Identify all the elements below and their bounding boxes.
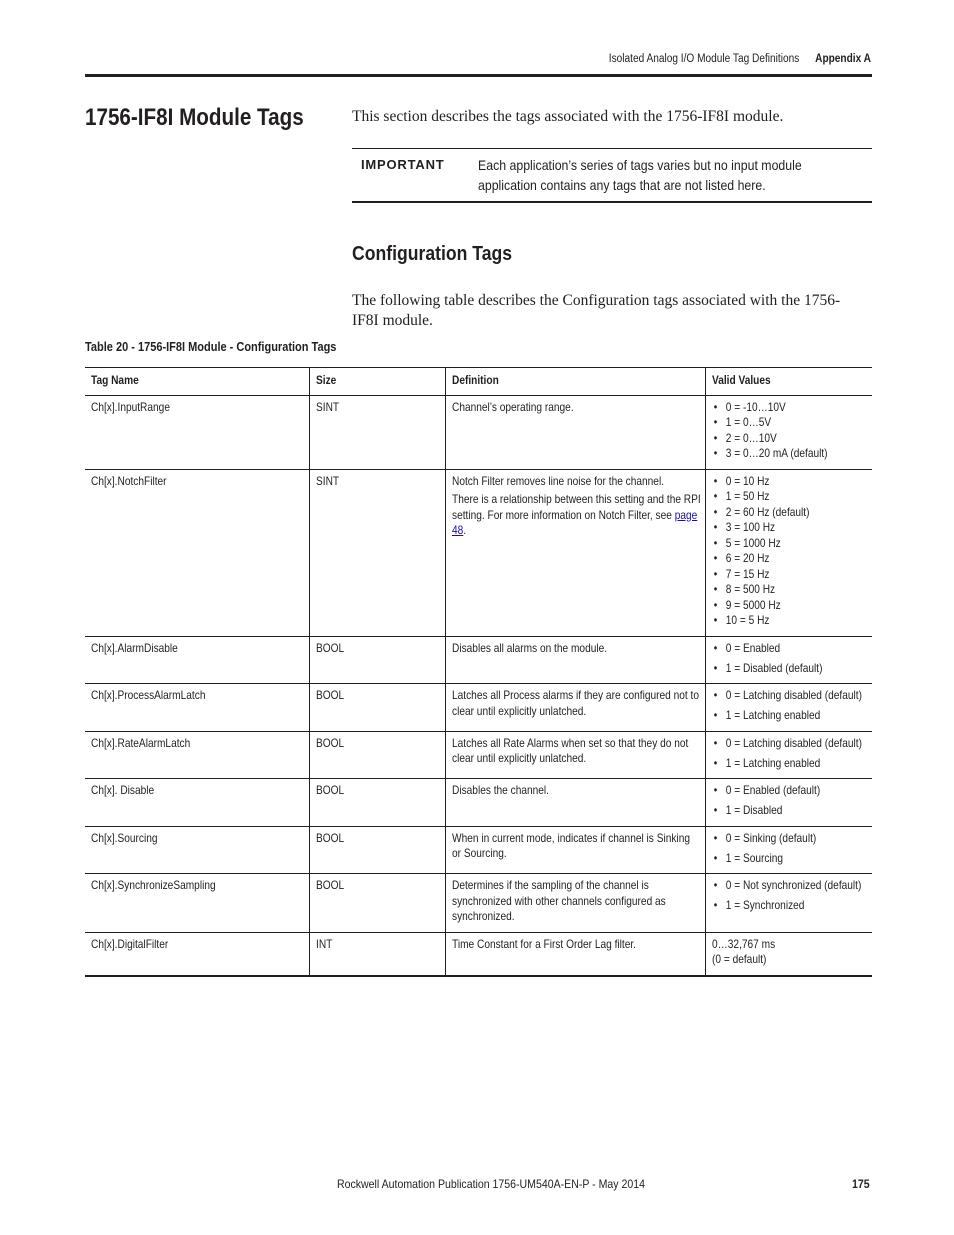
tag-name-cell: Ch[x].Sourcing xyxy=(85,826,309,874)
valid-value-item: • 0 = Enabled (default) xyxy=(712,783,884,799)
definition-cell: Latches all Process alarms if they are configured not to clear until explicitly unlatched. xyxy=(445,684,705,732)
definition-cell: Notch Filter removes line noise for the channel. There is a relationship between this setting and the RPI setting. For more information on Notch Filter, see page 48. xyxy=(445,469,705,636)
tag-name-cell: Ch[x].InputRange xyxy=(85,395,309,469)
definition-cell: Disables all alarms on the module. xyxy=(445,636,705,684)
valid-value-item: • 0 = Sinking (default) xyxy=(712,831,884,847)
column-header: Tag Name xyxy=(85,368,309,396)
table-row xyxy=(85,395,872,469)
size-cell: BOOL xyxy=(309,826,445,874)
column-header: Size xyxy=(309,368,445,396)
valid-values-cell xyxy=(705,636,872,684)
table-row xyxy=(85,636,872,684)
definition-cell: When in current mode, indicates if channel is Sinking or Sourcing. xyxy=(445,826,705,874)
valid-value-item: • 1 = Synchronized xyxy=(712,898,884,914)
intro-paragraph: This section describes the tags associated with the 1756-IF8I module. xyxy=(352,108,784,125)
valid-value-item: • 1 = 50 Hz xyxy=(712,489,884,505)
size-cell: BOOL xyxy=(309,779,445,827)
tag-name-cell: Ch[x].NotchFilter xyxy=(85,469,309,636)
valid-value-item: • 5 = 1000 Hz xyxy=(712,536,884,552)
table-caption: Table 20 - 1756-IF8I Module - Configuration Tags xyxy=(85,340,337,354)
definition-cell: Time Constant for a First Order Lag filter. xyxy=(445,932,705,976)
valid-value-item: 0…32,767 ms xyxy=(711,936,775,951)
valid-values-cell xyxy=(705,469,872,636)
table-header-row xyxy=(85,368,872,396)
important-text: Each application’s series of tags varies but no input module application contains any tags that are not listed here. xyxy=(478,157,802,193)
page-title: 1756-IF8I Module Tags xyxy=(85,104,304,131)
section-heading: Configuration Tags xyxy=(352,243,513,265)
tag-name-cell: Ch[x].DigitalFilter xyxy=(85,932,309,976)
header-section-title: Isolated Analog I/O Module Tag Definitions xyxy=(608,53,800,65)
size-cell: BOOL xyxy=(309,874,445,933)
valid-value-item: • 10 = 5 Hz xyxy=(712,613,884,629)
footer-publication: Rockwell Automation Publication 1756-UM540A-EN-P - May 2014 xyxy=(337,1177,645,1191)
valid-value-item: • 8 = 500 Hz xyxy=(712,582,884,598)
valid-value-item: • 2 = 0…10V xyxy=(712,431,884,447)
table-row xyxy=(85,932,872,976)
valid-values-cell xyxy=(705,395,872,469)
table-row xyxy=(85,469,872,636)
page-reference-link[interactable]: page 48 xyxy=(451,507,697,537)
valid-value-item: • 3 = 0…20 mA (default) xyxy=(712,446,884,462)
valid-value-item: • 0 = -10…10V xyxy=(712,400,884,416)
valid-value-item: • 0 = Latching disabled (default) xyxy=(712,736,884,752)
valid-values-cell xyxy=(705,779,872,827)
running-header xyxy=(609,53,871,65)
valid-value-item: • 1 = 0…5V xyxy=(712,415,884,431)
valid-value-item: • 0 = Enabled xyxy=(712,641,884,657)
valid-value-item: • 7 = 15 Hz xyxy=(712,567,884,583)
header-appendix: Appendix A xyxy=(815,53,871,65)
valid-value-item: (0 = default) xyxy=(711,952,766,966)
valid-values-cell xyxy=(705,826,872,874)
definition-cell: Disables the channel. xyxy=(445,779,705,827)
important-box-bottom-rule xyxy=(352,201,872,203)
section-description: The following table describes the Configuration tags associated with the 1756-IF8I module. xyxy=(352,292,841,329)
valid-value-item: • 1 = Latching enabled xyxy=(712,756,884,772)
table-row xyxy=(85,874,872,933)
size-cell: BOOL xyxy=(309,636,445,684)
table-row xyxy=(85,684,872,732)
valid-value-item: • 2 = 60 Hz (default) xyxy=(712,505,884,521)
definition-cell: Determines if the sampling of the channel is synchronized with other channels configured as synchronized. xyxy=(445,874,705,933)
column-header: Valid Values xyxy=(705,368,872,396)
column-header: Definition xyxy=(445,368,705,396)
header-rule xyxy=(85,74,872,77)
table-row xyxy=(85,779,872,827)
table-row xyxy=(85,826,872,874)
valid-values-cell xyxy=(705,684,872,732)
valid-value-item: • 0 = Not synchronized (default) xyxy=(712,878,884,894)
valid-value-item: • 9 = 5000 Hz xyxy=(712,598,884,614)
valid-value-item: • 0 = 10 Hz xyxy=(712,474,884,490)
definition-cell: Channel’s operating range. xyxy=(445,395,705,469)
important-box-top-rule xyxy=(352,148,872,149)
size-cell: SINT xyxy=(309,469,445,636)
important-label: IMPORTANT xyxy=(361,157,445,172)
tag-name-cell: Ch[x].RateAlarmLatch xyxy=(85,731,309,779)
valid-value-item: • 1 = Latching enabled xyxy=(712,708,884,724)
valid-value-item: • 6 = 20 Hz xyxy=(712,551,884,567)
size-cell: BOOL xyxy=(309,731,445,779)
valid-value-item: • 1 = Sourcing xyxy=(712,851,884,867)
table-row xyxy=(85,731,872,779)
size-cell: INT xyxy=(309,932,445,976)
configuration-tags-table xyxy=(85,367,872,977)
valid-values-cell xyxy=(705,731,872,779)
size-cell: BOOL xyxy=(309,684,445,732)
definition-cell: Latches all Rate Alarms when set so that they do not clear until explicitly unlatched. xyxy=(445,731,705,779)
tag-name-cell: Ch[x].ProcessAlarmLatch xyxy=(85,684,309,732)
footer-page-number: 175 xyxy=(852,1177,870,1191)
valid-value-item: • 0 = Latching disabled (default) xyxy=(712,688,884,704)
valid-values-cell xyxy=(705,932,872,976)
valid-value-item: • 1 = Disabled xyxy=(712,803,884,819)
valid-value-item: • 3 = 100 Hz xyxy=(712,520,884,536)
valid-value-item: • 1 = Disabled (default) xyxy=(712,661,884,677)
size-cell: SINT xyxy=(309,395,445,469)
tag-name-cell: Ch[x].SynchronizeSampling xyxy=(85,874,309,933)
tag-name-cell: Ch[x].AlarmDisable xyxy=(85,636,309,684)
tag-name-cell: Ch[x]. Disable xyxy=(85,779,309,827)
valid-values-cell xyxy=(705,874,872,933)
